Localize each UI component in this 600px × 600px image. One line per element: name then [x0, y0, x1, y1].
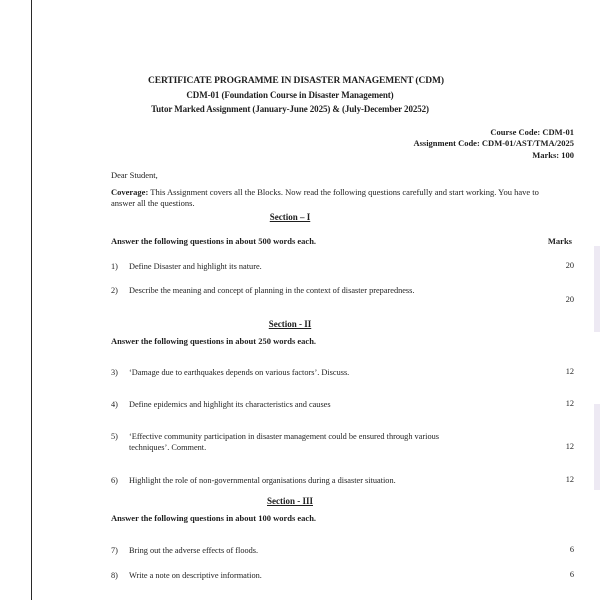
- question-marks: 12: [565, 475, 574, 484]
- question-marks: 20: [565, 261, 574, 270]
- assignment-title: Tutor Marked Assignment (January-June 2025) & (July-December 20252): [151, 104, 429, 114]
- watermark-fragment: [594, 404, 600, 490]
- question-text: Define epidemics and highlight its characteristics and causes: [129, 400, 331, 409]
- question-marks: 6: [569, 570, 574, 579]
- question-number: 5): [111, 432, 118, 441]
- question-text: Write a note on descriptive information.: [129, 571, 262, 580]
- question-marks: 12: [565, 399, 574, 408]
- question-marks: 12: [565, 442, 574, 451]
- programme-title: CERTIFICATE PROGRAMME IN DISASTER MANAGEMENT (CDM): [148, 76, 444, 86]
- section-instruction: Answer the following questions in about 100 words each.: [111, 513, 317, 523]
- course-title: CDM-01 (Foundation Course in Disaster Management): [186, 90, 394, 100]
- question-number: 7): [111, 546, 118, 555]
- section-title: Section - III: [266, 496, 313, 506]
- section-instruction: Answer the following questions in about 500 words each.: [111, 236, 317, 246]
- question-text: ‘Damage due to earthquakes depends on various factors’. Discuss.: [129, 368, 350, 377]
- marks-column-heading: Marks: [547, 236, 572, 246]
- question-number: 3): [111, 368, 118, 377]
- salutation: Dear Student,: [111, 170, 158, 180]
- question-text: Highlight the role of non-governmental organisations during a disaster situation.: [129, 476, 396, 485]
- course-code: Course Code: CDM-01: [490, 127, 574, 137]
- question-marks: 20: [565, 295, 574, 304]
- question-number: 4): [111, 400, 118, 409]
- assignment-code: Assignment Code: CDM-01/AST/TMA/2025: [413, 138, 574, 148]
- coverage-text: This Assignment covers all the Blocks. Now read the following questions carefully and start working. You have to answer all the questions.: [111, 187, 539, 208]
- coverage-label: Coverage:: [111, 187, 149, 197]
- question-marks: 12: [565, 367, 574, 376]
- question-number: 6): [111, 476, 118, 485]
- question-text: Define Disaster and highlight its nature.: [129, 262, 262, 271]
- question-number: 2): [111, 286, 118, 295]
- section-instruction: Answer the following questions in about 250 words each.: [111, 336, 317, 346]
- question-number: 1): [111, 262, 118, 271]
- section-title: Section – I: [269, 212, 311, 222]
- section-title: Section - II: [268, 319, 312, 329]
- question-number: 8): [111, 571, 118, 580]
- question-marks: 6: [569, 545, 574, 554]
- question-text: Describe the meaning and concept of planning in the context of disaster preparedness.: [129, 286, 415, 295]
- question-text: ‘Effective community participation in disaster management could be ensured through various techniques’. Comment.: [129, 432, 439, 452]
- question-text: Bring out the adverse effects of floods.: [129, 546, 259, 555]
- watermark-fragment: [594, 246, 600, 332]
- coverage-paragraph: [111, 187, 563, 209]
- total-marks: Marks: 100: [532, 150, 574, 160]
